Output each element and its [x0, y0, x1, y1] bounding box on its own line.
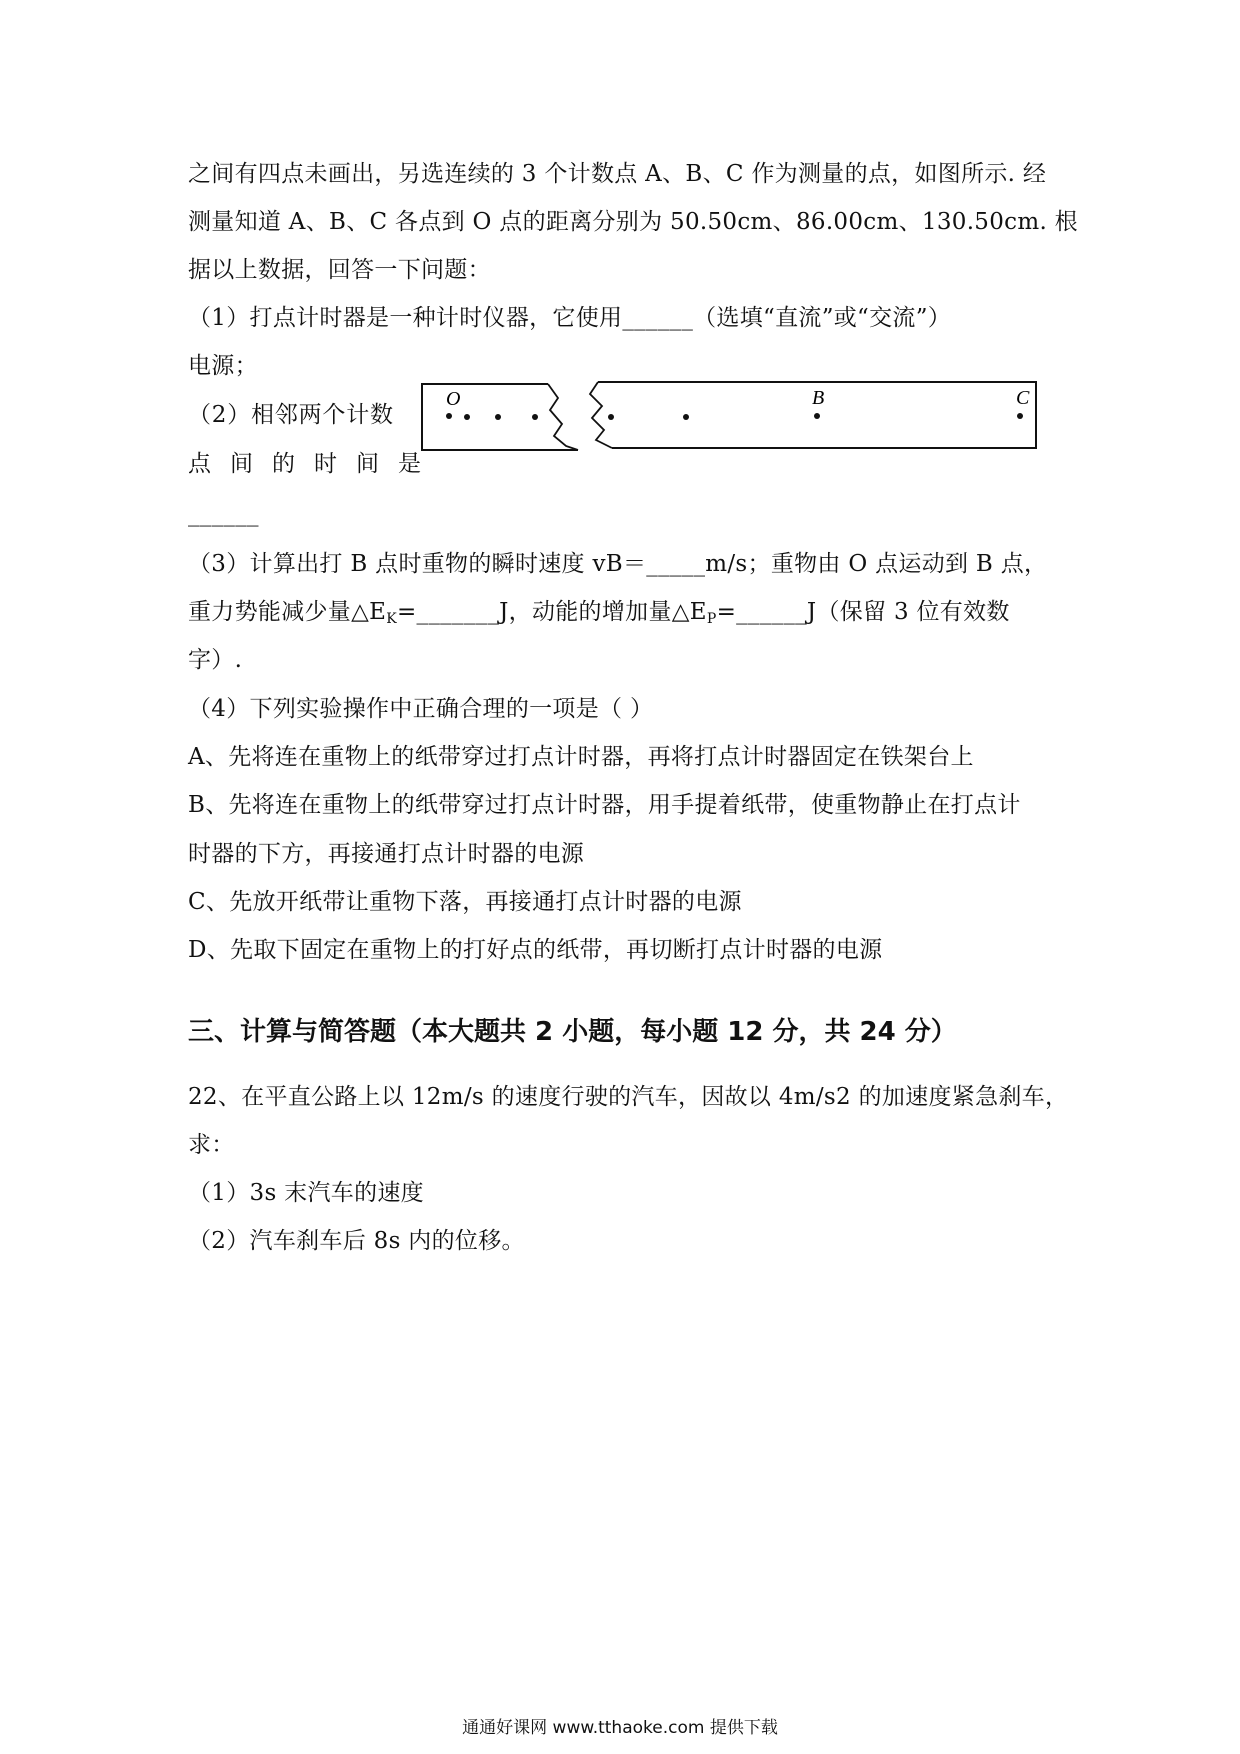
question-4-option-a: A、先将连在重物上的纸带穿过打点计时器，再将打点计时器固定在铁架台上 [188, 744, 974, 770]
intro-line-3: 据以上数据，回答一下问题： [188, 257, 491, 283]
question-2-blank: ______ [188, 501, 259, 527]
intro-line-1: 之间有四点未画出，另选连续的 3 个计数点 A、B、C 作为测量的点，如图所示. 经 [188, 161, 1047, 187]
tape-dot-3 [495, 414, 501, 420]
tape-dot-5 [608, 414, 614, 420]
question-22-line-1: 22、在平直公路上以 12m/s 的速度行驶的汽车，因故以 4m/s2 的加速度紧急刹车， [188, 1084, 1069, 1110]
page-footer: 通通好课网 www.tthaoke.com 提供下载 [462, 1718, 778, 1738]
question-2-part-1: （2）相邻两个计数 [188, 402, 394, 428]
tape-dot-b [814, 413, 820, 419]
tape-right-tear [590, 382, 612, 448]
question-1-line-2: 电源； [188, 353, 258, 379]
question-3-line-2: 重力势能减少量△EK=_______J，动能的增加量△EP=______J（保留 3 位有效数 [188, 599, 1010, 627]
tape-label-o: O [446, 388, 461, 410]
tape-dot-4 [532, 414, 538, 420]
question-4-option-b-line-2: 时器的下方，再接通打点计时器的电源 [188, 841, 585, 867]
tape-dot-6 [683, 414, 689, 420]
paper-tape-figure [420, 380, 1042, 462]
section-3-heading: 三、计算与简答题（本大题共 2 小题，每小题 12 分，共 24 分） [188, 1017, 957, 1047]
intro-line-2: 测量知道 A、B、C 各点到 O 点的距离分别为 50.50cm、86.00cm、130.50cm. 根 [188, 209, 1078, 235]
question-22-sub-1: （1）3s 末汽车的速度 [188, 1180, 424, 1206]
tape-dot-o [446, 413, 452, 419]
tape-label-b: B [812, 387, 825, 409]
question-4-option-c: C、先放开纸带让重物下落，再接通打点计时器的电源 [188, 889, 742, 915]
question-2-part-2: 点间的时间是 [188, 451, 440, 477]
question-3-line-3: 字）. [188, 647, 243, 673]
question-4-stem: （4）下列实验操作中正确合理的一项是（ ） [188, 696, 654, 722]
question-1-line-1: （1）打点计时器是一种计时仪器，它使用______（选填“直流”或“交流”） [188, 305, 952, 331]
question-22-sub-2: （2）汽车刹车后 8s 内的位移。 [188, 1228, 525, 1254]
tape-label-c: C [1016, 387, 1030, 409]
tape-dot-2 [464, 414, 470, 420]
question-3-line-1: （3）计算出打 B 点时重物的瞬时速度 vB＝_____m/s；重物由 O 点运动到 B 点， [188, 551, 1048, 577]
tape-dot-c [1017, 413, 1023, 419]
question-4-option-d: D、先取下固定在重物上的打好点的纸带，再切断打点计时器的电源 [188, 937, 883, 963]
question-22-line-2: 求： [188, 1132, 235, 1158]
question-4-option-b-line-1: B、先将连在重物上的纸带穿过打点计时器，用手提着纸带，使重物静止在打点计 [188, 792, 1021, 818]
tape-left-tear [548, 384, 578, 450]
